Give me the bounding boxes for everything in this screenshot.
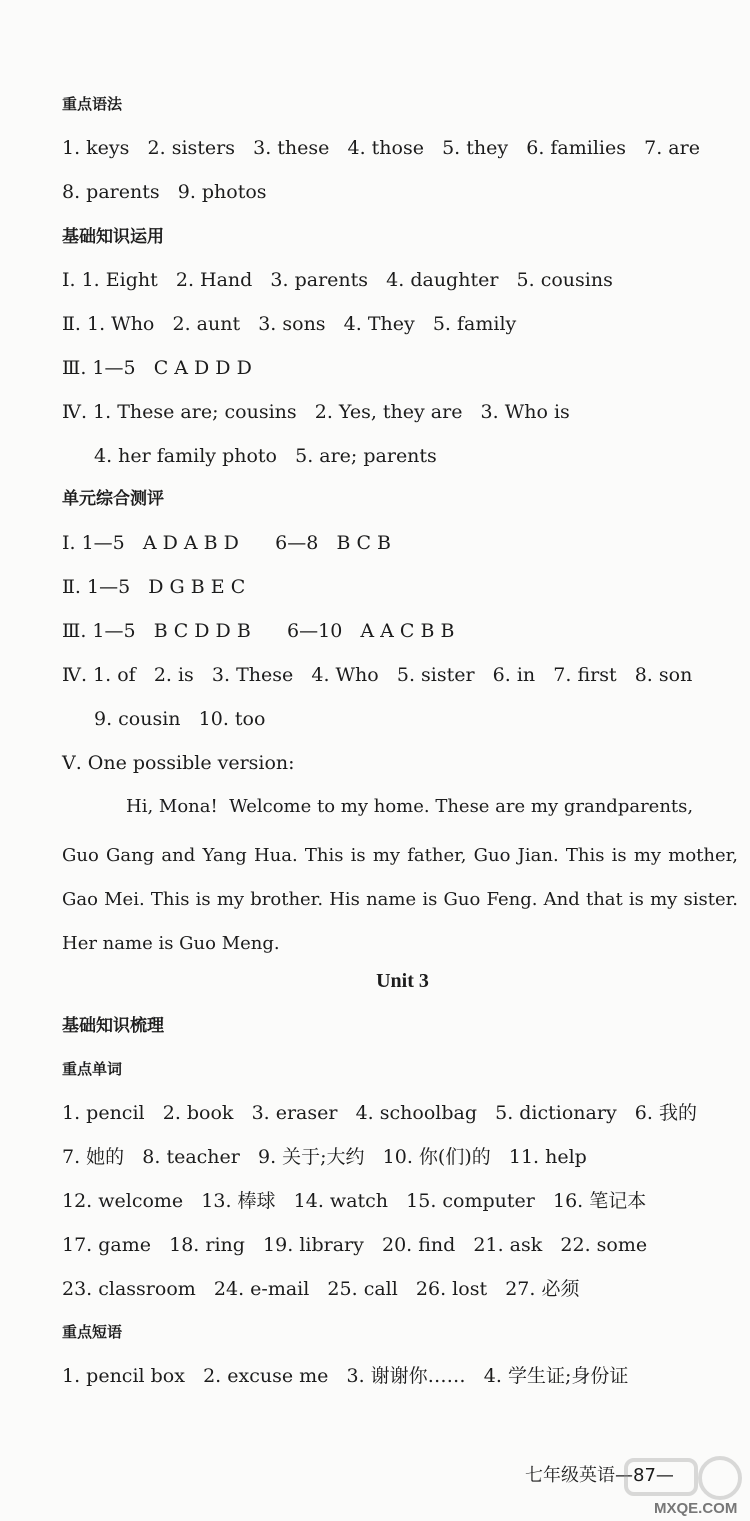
section-heading-grammar: 重点语法	[62, 95, 123, 113]
section-heading-phrases: 重点短语	[62, 1323, 123, 1341]
answer-line: 12. welcome 13. 棒球 14. watch 15. computer 16. 笔记本	[62, 1190, 647, 1212]
section-heading-unit-test: 单元综合测评	[62, 489, 164, 509]
answer-line: 8. parents 9. photos	[62, 181, 267, 203]
answer-line: Ⅲ. 1—5 B C D D B 6—10 A A C B B	[62, 620, 455, 642]
answer-line: Ⅰ. 1. Eight 2. Hand 3. parents 4. daughter 5. cousins	[62, 269, 613, 291]
answer-line: 1. keys 2. sisters 3. these 4. those 5. they 6. families 7. are	[62, 137, 700, 159]
answer-line: 4. her family photo 5. are; parents	[94, 445, 437, 467]
section-heading-words: 重点单词	[62, 1060, 123, 1078]
answer-line: Ⅲ. 1—5 C A D D D	[62, 357, 252, 379]
answer-line: Ⅳ. 1. These are; cousins 2. Yes, they are 3. Who is	[62, 401, 570, 423]
section-heading-basic-sort: 基础知识梳理	[62, 1016, 164, 1036]
essay-body: Guo Gang and Yang Hua. This is my father, Guo Jian. This is my mother, Gao Mei. This is my brother. His name is Guo Feng. And that is my sister. Her name is Guo Meng.	[62, 845, 738, 954]
unit-title: Unit 3	[376, 970, 429, 992]
essay-first-line: Hi, Mona! Welcome to my home. These are my grandparents,	[126, 796, 694, 817]
answer-line: Ⅴ. One possible version:	[62, 752, 295, 774]
answer-line: Ⅱ. 1. Who 2. aunt 3. sons 4. They 5. family	[62, 313, 517, 335]
answer-line: Ⅱ. 1—5 D G B E C	[62, 576, 246, 598]
answer-line: 17. game 18. ring 19. library 20. find 21. ask 22. some	[62, 1234, 648, 1256]
section-heading-basic-use: 基础知识运用	[62, 227, 164, 247]
answer-line: 1. pencil box 2. excuse me 3. 谢谢你…… 4. 学生证;身份证	[62, 1365, 629, 1387]
answer-line: 23. classroom 24. e-mail 25. call 26. lost 27. 必须	[62, 1278, 580, 1300]
watermark-text: MXQE.COM	[654, 1500, 738, 1517]
page-footer: 七年级英语—87—	[525, 1465, 674, 1486]
answer-line: Ⅳ. 1. of 2. is 3. These 4. Who 5. sister 6. in 7. first 8. son	[62, 664, 693, 686]
answer-line: 9. cousin 10. too	[94, 708, 266, 730]
answer-line: Ⅰ. 1—5 A D A B D 6—8 B C B	[62, 532, 391, 554]
answer-line: 1. pencil 2. book 3. eraser 4. schoolbag 5. dictionary 6. 我的	[62, 1102, 697, 1124]
answer-line: 7. 她的 8. teacher 9. 关于;大约 10. 你(们)的 11. help	[62, 1146, 587, 1168]
